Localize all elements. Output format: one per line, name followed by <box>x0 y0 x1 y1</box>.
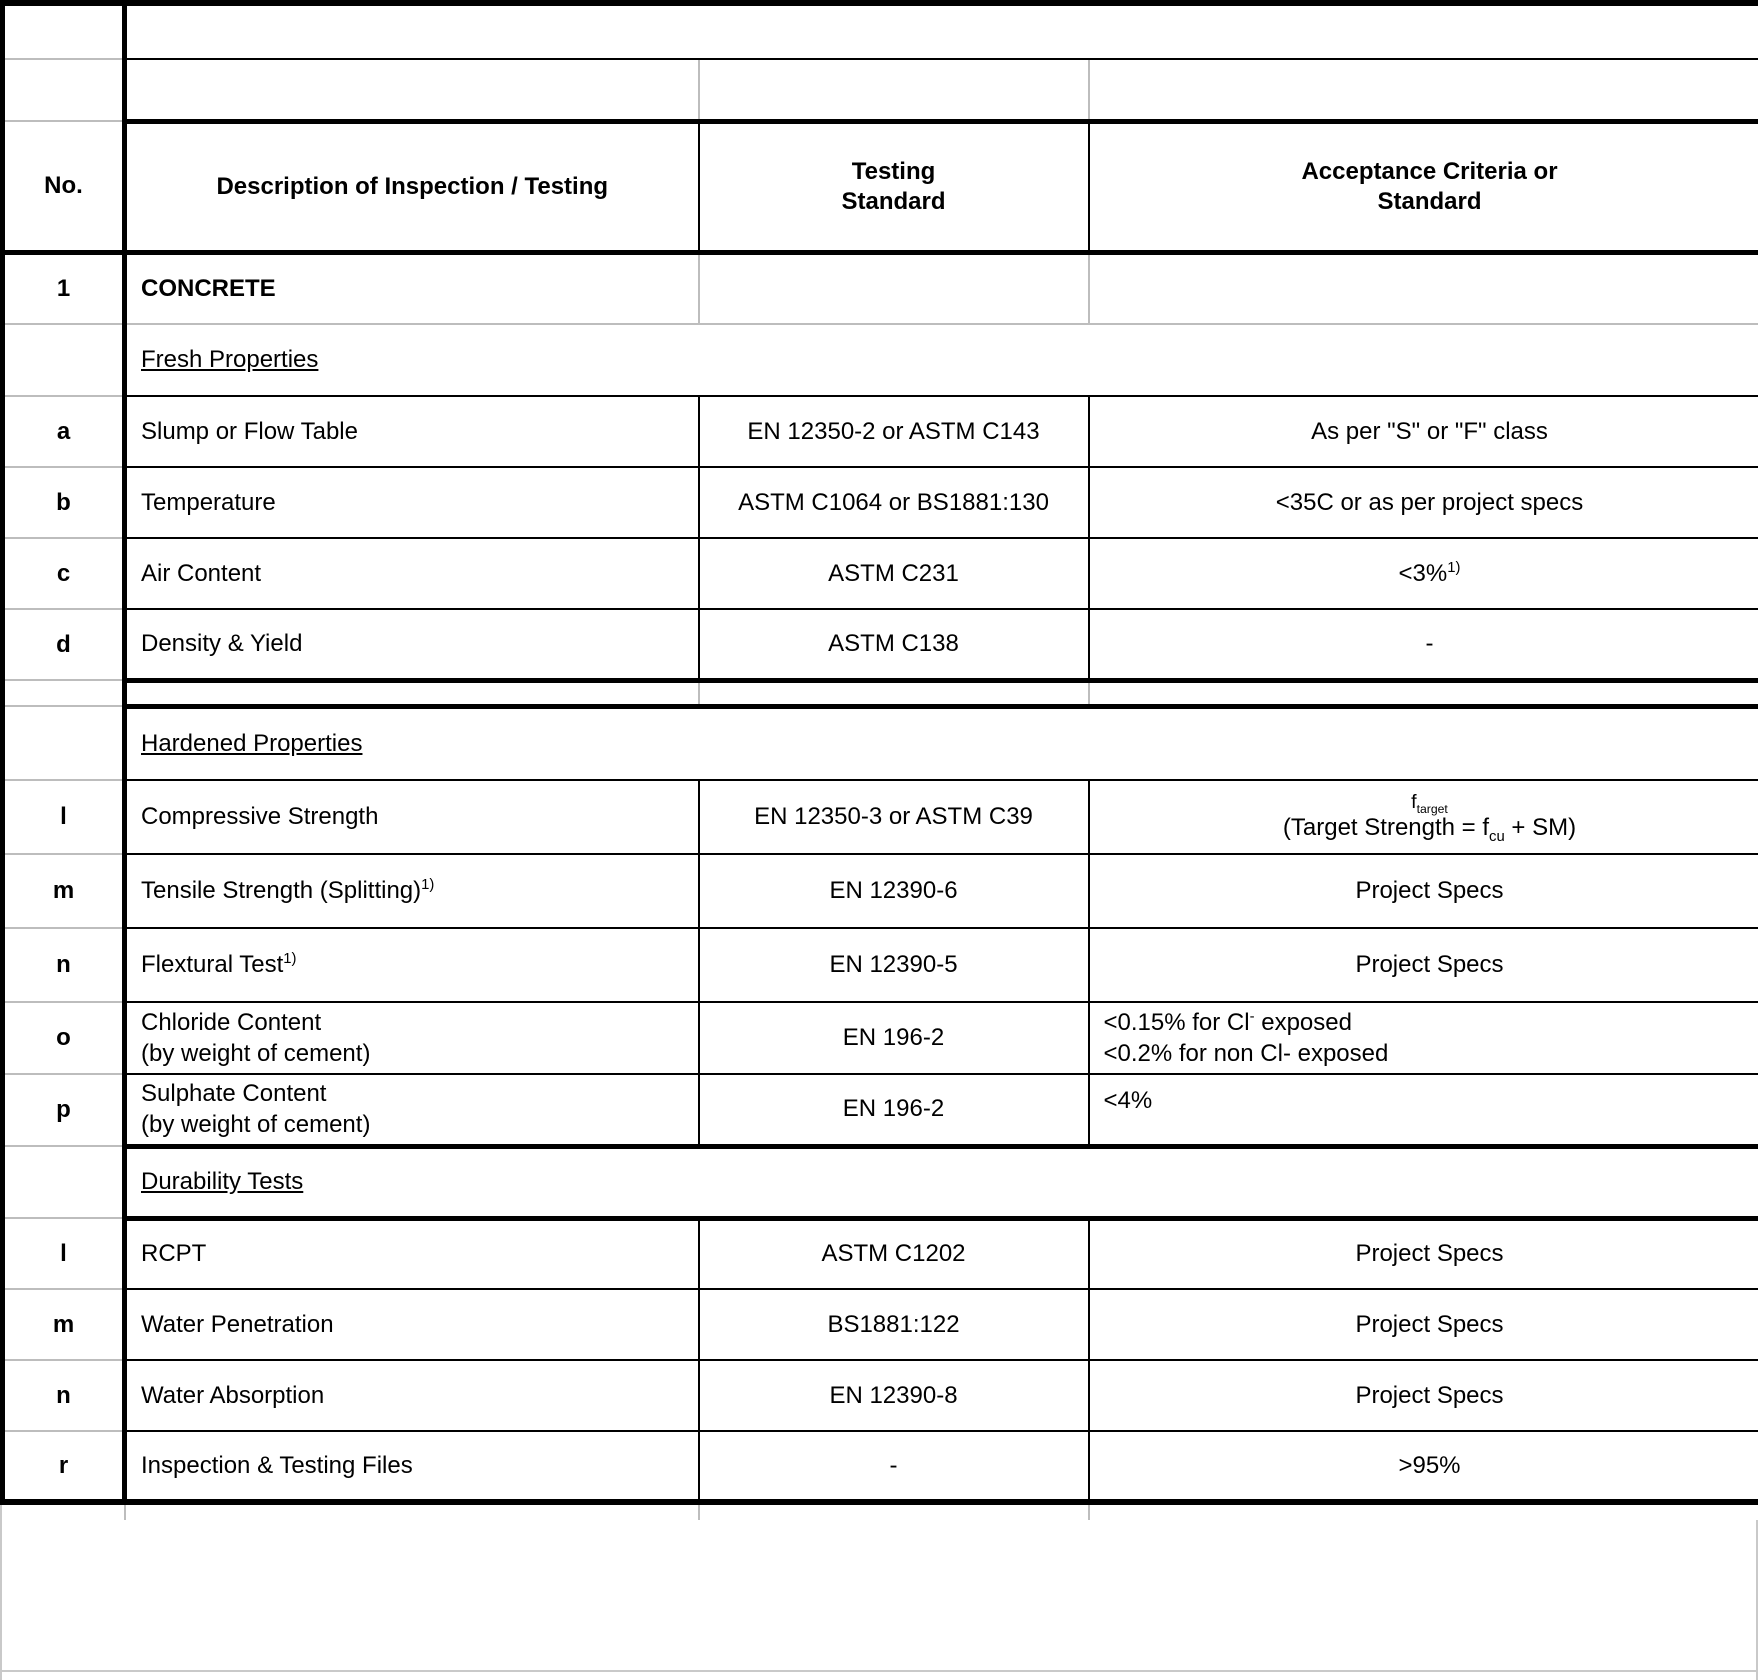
table-row <box>3 1002 1758 1074</box>
row-testing-standard: ASTM C1202 <box>699 1218 1089 1289</box>
spacer-cell-no <box>3 1502 125 1520</box>
row-acceptance-criteria <box>1089 1002 1758 1074</box>
row-acceptance-criteria: Project Specs <box>1089 1289 1758 1360</box>
group-heading-cell-acc <box>1089 706 1758 780</box>
row-id: o <box>3 1002 125 1074</box>
row-description: Air Content <box>125 538 699 609</box>
table-row <box>3 609 1758 680</box>
group-heading-fresh-properties <box>125 324 699 396</box>
group-heading-row-durability-tests <box>3 1146 1758 1218</box>
spacer-cell-no <box>3 3 125 59</box>
row-acceptance-criteria: Project Specs <box>1089 1218 1758 1289</box>
table-row <box>3 1360 1758 1431</box>
row-description: RCPT <box>125 1218 699 1289</box>
row-testing-standard: EN 12390-6 <box>699 854 1089 928</box>
row-acceptance-criteria: - <box>1089 609 1758 680</box>
row-testing-standard: ASTM C138 <box>699 609 1089 680</box>
row-description <box>125 1074 699 1146</box>
row-testing-standard: EN 196-2 <box>699 1002 1089 1074</box>
footnote-marker: 1) <box>283 951 297 967</box>
table-spacer-row <box>3 3 1758 59</box>
row-description-line1: Chloride Content <box>141 1008 322 1036</box>
table-row <box>3 780 1758 854</box>
row-description-line1: Sulphate Content <box>141 1080 327 1108</box>
table-row <box>3 467 1758 538</box>
column-header-no: No. <box>3 121 125 252</box>
row-id: l <box>3 780 125 854</box>
formula-cu-subscript: cu <box>1489 829 1505 846</box>
row-acceptance-line1-prefix: <0.15% for Cl <box>1103 1008 1250 1036</box>
group-heading-hardened-properties <box>125 706 699 780</box>
spacer-cell-desc <box>125 59 699 121</box>
row-acceptance-line1 <box>1104 1009 1352 1036</box>
spacer-cell-desc <box>125 680 699 706</box>
row-description-text: Flextural Test <box>141 951 284 978</box>
formula-f-symbol: f <box>1411 791 1417 814</box>
formula-expansion-suffix: + SM) <box>1504 814 1577 842</box>
group-heading-label: Hardened Properties <box>141 729 363 757</box>
table-row <box>3 1431 1758 1502</box>
row-description <box>125 854 699 928</box>
section-number: 1 <box>3 252 125 324</box>
spacer-cell-acc <box>1089 3 1758 59</box>
row-id: c <box>3 538 125 609</box>
chloride-ion-superscript: - <box>1249 1008 1255 1025</box>
group-heading-label: Durability Tests <box>141 1168 304 1195</box>
spacer-cell-no <box>3 59 125 121</box>
row-description: Water Absorption <box>125 1360 699 1431</box>
row-acceptance-line1-suffix: exposed <box>1254 1008 1352 1036</box>
section-cell-std <box>699 252 1089 324</box>
column-header-testing-standard-line1: Testing <box>851 157 936 185</box>
row-id: r <box>3 1431 125 1502</box>
group-heading-cell-std <box>699 324 1089 396</box>
spacer-cell-desc <box>125 3 699 59</box>
row-id: m <box>3 1289 125 1360</box>
table-row <box>3 1074 1758 1146</box>
row-acceptance-line2: <0.2% for non Cl- exposed <box>1103 1040 1389 1067</box>
table-row <box>3 396 1758 467</box>
row-acceptance-criteria: As per "S" or "F" class <box>1089 396 1758 467</box>
row-acceptance-criteria <box>1089 538 1758 609</box>
column-header-testing-standard <box>699 121 1089 252</box>
row-testing-standard: EN 12350-3 or ASTM C39 <box>699 780 1089 854</box>
row-testing-standard: BS1881:122 <box>699 1289 1089 1360</box>
group-heading-cell-acc <box>1089 324 1758 396</box>
group-heading-row-hardened-properties <box>3 706 1758 780</box>
row-description: Temperature <box>125 467 699 538</box>
group-heading-cell-no <box>3 706 125 780</box>
row-description: Inspection & Testing Files <box>125 1431 699 1502</box>
spacer-cell-std <box>699 680 1089 706</box>
row-acceptance-criteria-formula <box>1089 780 1758 854</box>
spacer-cell-std <box>699 1502 1089 1520</box>
row-description: Density & Yield <box>125 609 699 680</box>
formula-expansion <box>1282 814 1577 846</box>
row-id: n <box>3 1360 125 1431</box>
table-row <box>3 538 1758 609</box>
group-heading-cell-std <box>699 1146 1089 1218</box>
row-testing-standard: EN 12390-8 <box>699 1360 1089 1431</box>
table-header-row <box>3 121 1758 252</box>
row-testing-standard: ASTM C231 <box>699 538 1089 609</box>
row-id: d <box>3 609 125 680</box>
column-header-testing-standard-line2: Standard <box>841 187 946 215</box>
spacer-cell-std <box>699 3 1089 59</box>
row-id: p <box>3 1074 125 1146</box>
row-description <box>125 928 699 1002</box>
column-header-acceptance-criteria <box>1089 121 1758 252</box>
row-description <box>125 1002 699 1074</box>
spacer-cell-acc <box>1089 59 1758 121</box>
spacer-cell-acc <box>1089 680 1758 706</box>
row-testing-standard: EN 12350-2 or ASTM C143 <box>699 396 1089 467</box>
row-description: Water Penetration <box>125 1289 699 1360</box>
row-acceptance-criteria: Project Specs <box>1089 854 1758 928</box>
table-row <box>3 1289 1758 1360</box>
formula-target-subscript: target <box>1416 802 1448 817</box>
table-row <box>3 1218 1758 1289</box>
formula-target-term <box>1104 791 1756 817</box>
group-heading-cell-acc <box>1089 1146 1758 1218</box>
column-header-acceptance-criteria-line1: Acceptance Criteria or <box>1301 157 1558 185</box>
footnote-marker: 1) <box>1447 559 1461 576</box>
row-id: a <box>3 396 125 467</box>
row-testing-standard: EN 12390-5 <box>699 928 1089 1002</box>
footnote-marker: 1) <box>421 877 435 893</box>
row-description: Compressive Strength <box>125 780 699 854</box>
table-spacer-row <box>3 1502 1758 1520</box>
spacer-cell-acc <box>1089 1502 1758 1520</box>
row-id: b <box>3 467 125 538</box>
row-id: m <box>3 854 125 928</box>
row-testing-standard: EN 196-2 <box>699 1074 1089 1146</box>
section-title: CONCRETE <box>125 252 699 324</box>
group-heading-cell-std <box>699 706 1089 780</box>
row-acceptance-criteria-value: <3% <box>1398 559 1448 587</box>
table-spacer-row <box>3 680 1758 706</box>
sheet-gridline-horizontal <box>0 1670 1758 1672</box>
table-spacer-row <box>3 59 1758 121</box>
row-description-line2: (by weight of cement) <box>141 1111 371 1139</box>
section-row-concrete <box>3 252 1758 324</box>
section-cell-acc <box>1089 252 1758 324</box>
row-acceptance-criteria: <4% <box>1089 1074 1758 1146</box>
row-acceptance-criteria: >95% <box>1089 1431 1758 1502</box>
table-row <box>3 928 1758 1002</box>
column-header-description: Description of Inspection / Testing <box>125 121 699 252</box>
row-description: Slump or Flow Table <box>125 396 699 467</box>
row-acceptance-criteria: Project Specs <box>1089 928 1758 1002</box>
row-testing-standard: ASTM C1064 or BS1881:130 <box>699 467 1089 538</box>
spacer-cell-std <box>699 59 1089 121</box>
group-heading-cell-no <box>3 324 125 396</box>
row-id: l <box>3 1218 125 1289</box>
formula-expansion-prefix: (Target Strength = f <box>1282 814 1490 842</box>
row-description-line2: (by weight of cement) <box>141 1040 371 1067</box>
row-acceptance-criteria: <35C or as per project specs <box>1089 467 1758 538</box>
spacer-cell-no <box>3 680 125 706</box>
spacer-cell-desc <box>125 1502 699 1520</box>
row-testing-standard: - <box>699 1431 1089 1502</box>
row-acceptance-criteria: Project Specs <box>1089 1360 1758 1431</box>
table-row <box>3 854 1758 928</box>
group-heading-cell-no <box>3 1146 125 1218</box>
group-heading-row-fresh-properties <box>3 324 1758 396</box>
group-heading-durability-tests <box>125 1146 699 1218</box>
row-description-text: Tensile Strength (Splitting) <box>141 877 422 904</box>
group-heading-label: Fresh Properties <box>141 346 319 373</box>
row-id: n <box>3 928 125 1002</box>
column-header-acceptance-criteria-line2: Standard <box>1377 187 1482 215</box>
